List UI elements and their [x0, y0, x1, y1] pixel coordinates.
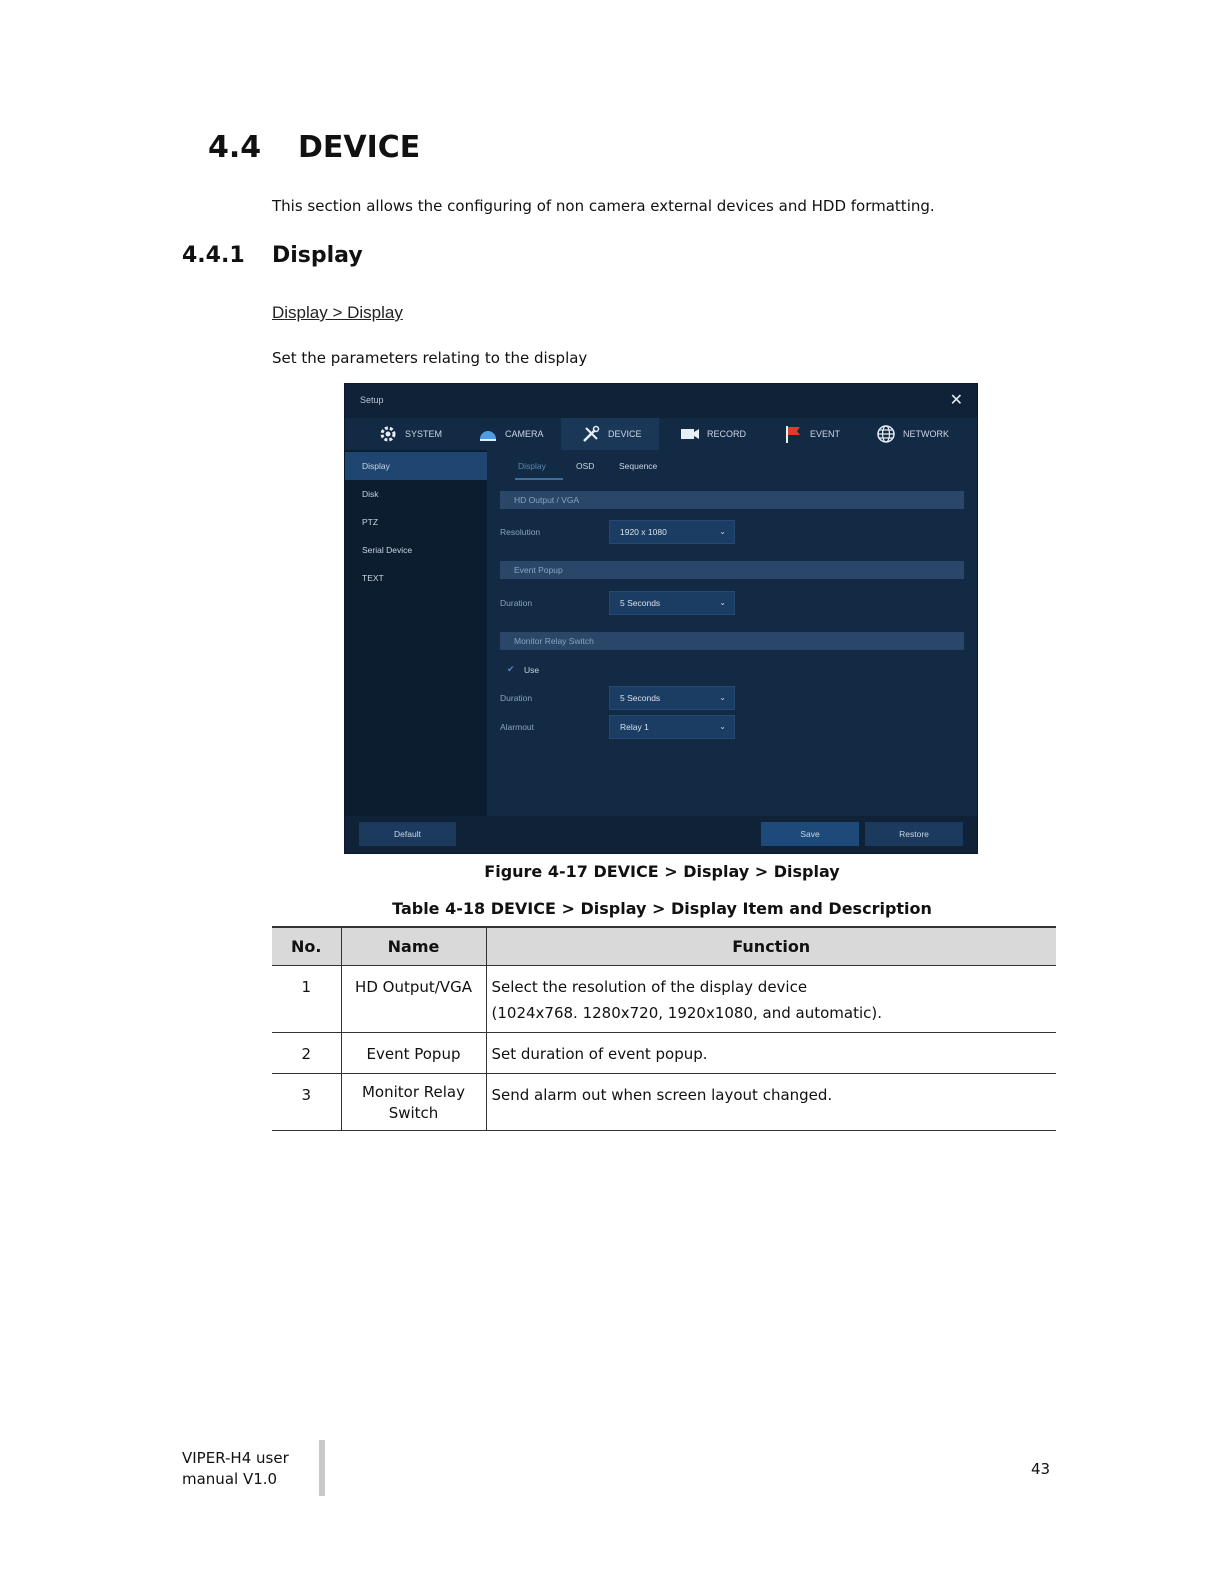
relay-duration-label: Duration	[500, 693, 533, 703]
row-name: Event Popup	[341, 1032, 486, 1073]
section-heading	[208, 130, 420, 165]
tab-device[interactable]	[561, 418, 659, 450]
tab-camera[interactable]	[478, 418, 560, 450]
default-button[interactable]: Default	[359, 822, 456, 846]
chevron-down-icon: ⌄	[719, 598, 726, 607]
page-number: 43	[1031, 1460, 1051, 1478]
row-name-line: Monitor Relay	[361, 1082, 465, 1101]
table-row	[272, 965, 1056, 1032]
popup-duration-select[interactable]	[609, 591, 735, 615]
relay-duration-select[interactable]	[609, 686, 735, 710]
tab-system-label: SYSTEM	[405, 429, 443, 439]
tab-record-label: RECORD	[707, 429, 747, 439]
row-function: Send alarm out when screen layout changed.	[486, 1073, 1056, 1130]
main-tabs	[345, 418, 978, 450]
header-no: No.	[272, 927, 341, 965]
row-name: HD Output/VGA	[341, 965, 486, 1032]
display-panel	[487, 450, 978, 816]
resolution-value: 1920 x 1080	[620, 527, 667, 537]
row-no: 3	[272, 1073, 341, 1130]
alarmout-select[interactable]	[609, 715, 735, 739]
footer-line: manual V1.0	[182, 1470, 278, 1488]
dome-camera-icon	[478, 424, 498, 444]
section-monitor-relay: Monitor Relay Switch	[500, 632, 964, 650]
description: Set the parameters relating to the display	[272, 349, 588, 367]
table-header-row	[272, 927, 1056, 965]
row-no: 1	[272, 965, 341, 1032]
subtab-underline	[515, 478, 563, 480]
row-function	[486, 965, 1056, 1032]
tab-event[interactable]	[783, 418, 863, 450]
subsection-title: Display	[272, 243, 363, 268]
use-label: Use	[524, 665, 540, 675]
table-row	[272, 1073, 1056, 1130]
table-caption: Table 4-18 DEVICE > Display > Display Item and Description	[392, 899, 932, 918]
tab-system[interactable]	[378, 418, 478, 450]
tab-device-label: DEVICE	[608, 429, 642, 439]
row-function-line: Select the resolution of the display device	[491, 977, 808, 996]
row-name	[341, 1073, 486, 1130]
device-sidebar	[345, 450, 487, 816]
description-table	[272, 926, 1056, 1131]
chevron-down-icon: ⌄	[719, 693, 726, 702]
tools-icon	[581, 424, 601, 444]
flag-icon	[783, 424, 803, 444]
sidebar-item-display[interactable]: Display	[345, 452, 487, 480]
section-number: 4.4	[208, 130, 262, 165]
header-function: Function	[486, 927, 1056, 965]
row-name-line: Switch	[388, 1103, 439, 1122]
close-icon[interactable]: ✕	[949, 392, 963, 409]
resolution-select[interactable]	[609, 520, 735, 544]
subtab-display[interactable]: Display	[518, 461, 546, 471]
video-camera-icon	[680, 424, 700, 444]
tab-network[interactable]	[876, 418, 966, 450]
sidebar-item-text[interactable]: TEXT	[362, 573, 384, 583]
footer-divider	[319, 1440, 325, 1496]
section-intro: This section allows the configuring of non camera external devices and HDD formatting.	[272, 197, 935, 215]
save-button[interactable]: Save	[761, 822, 859, 846]
use-checkbox[interactable]: ✔	[507, 664, 515, 674]
sidebar-item-serial-device[interactable]: Serial Device	[362, 545, 413, 555]
popup-duration-label: Duration	[500, 598, 533, 608]
footer-doc-name	[182, 1448, 289, 1490]
footer-line: VIPER-H4 user	[182, 1449, 289, 1467]
tab-camera-label: CAMERA	[505, 429, 544, 439]
alarmout-value: Relay 1	[620, 722, 649, 732]
subsection-heading	[182, 243, 363, 268]
tab-network-label: NETWORK	[903, 429, 949, 439]
row-function-line: (1024x768. 1280x720, 1920x1080, and automatic).	[491, 1003, 883, 1022]
restore-button[interactable]: Restore	[865, 822, 963, 846]
sidebar-item-disk[interactable]: Disk	[362, 489, 379, 499]
relay-duration-value: 5 Seconds	[620, 693, 661, 703]
gear-icon	[378, 424, 398, 444]
tab-event-label: EVENT	[810, 429, 841, 439]
popup-duration-value: 5 Seconds	[620, 598, 661, 608]
header-name: Name	[341, 927, 486, 965]
table-row	[272, 1032, 1056, 1073]
alarmout-label: Alarmout	[500, 722, 535, 732]
chevron-down-icon: ⌄	[719, 722, 726, 731]
subtab-osd[interactable]: OSD	[576, 461, 595, 471]
globe-icon	[876, 424, 896, 444]
window-title: Setup	[360, 395, 384, 405]
chevron-down-icon: ⌄	[719, 527, 726, 536]
resolution-label: Resolution	[500, 527, 541, 537]
figure-caption: Figure 4-17 DEVICE > Display > Display	[484, 862, 840, 881]
setup-screenshot	[344, 383, 978, 854]
row-function: Set duration of event popup.	[486, 1032, 1056, 1073]
subsection-number: 4.4.1	[182, 243, 245, 268]
tab-record[interactable]	[680, 418, 765, 450]
subtab-sequence[interactable]: Sequence	[619, 461, 658, 471]
section-title: DEVICE	[298, 130, 421, 165]
section-event-popup: Event Popup	[500, 561, 964, 579]
sidebar-item-ptz[interactable]: PTZ	[362, 517, 379, 527]
menu-path: Display > Display	[272, 303, 403, 322]
section-hd-output: HD Output / VGA	[500, 491, 964, 509]
row-no: 2	[272, 1032, 341, 1073]
